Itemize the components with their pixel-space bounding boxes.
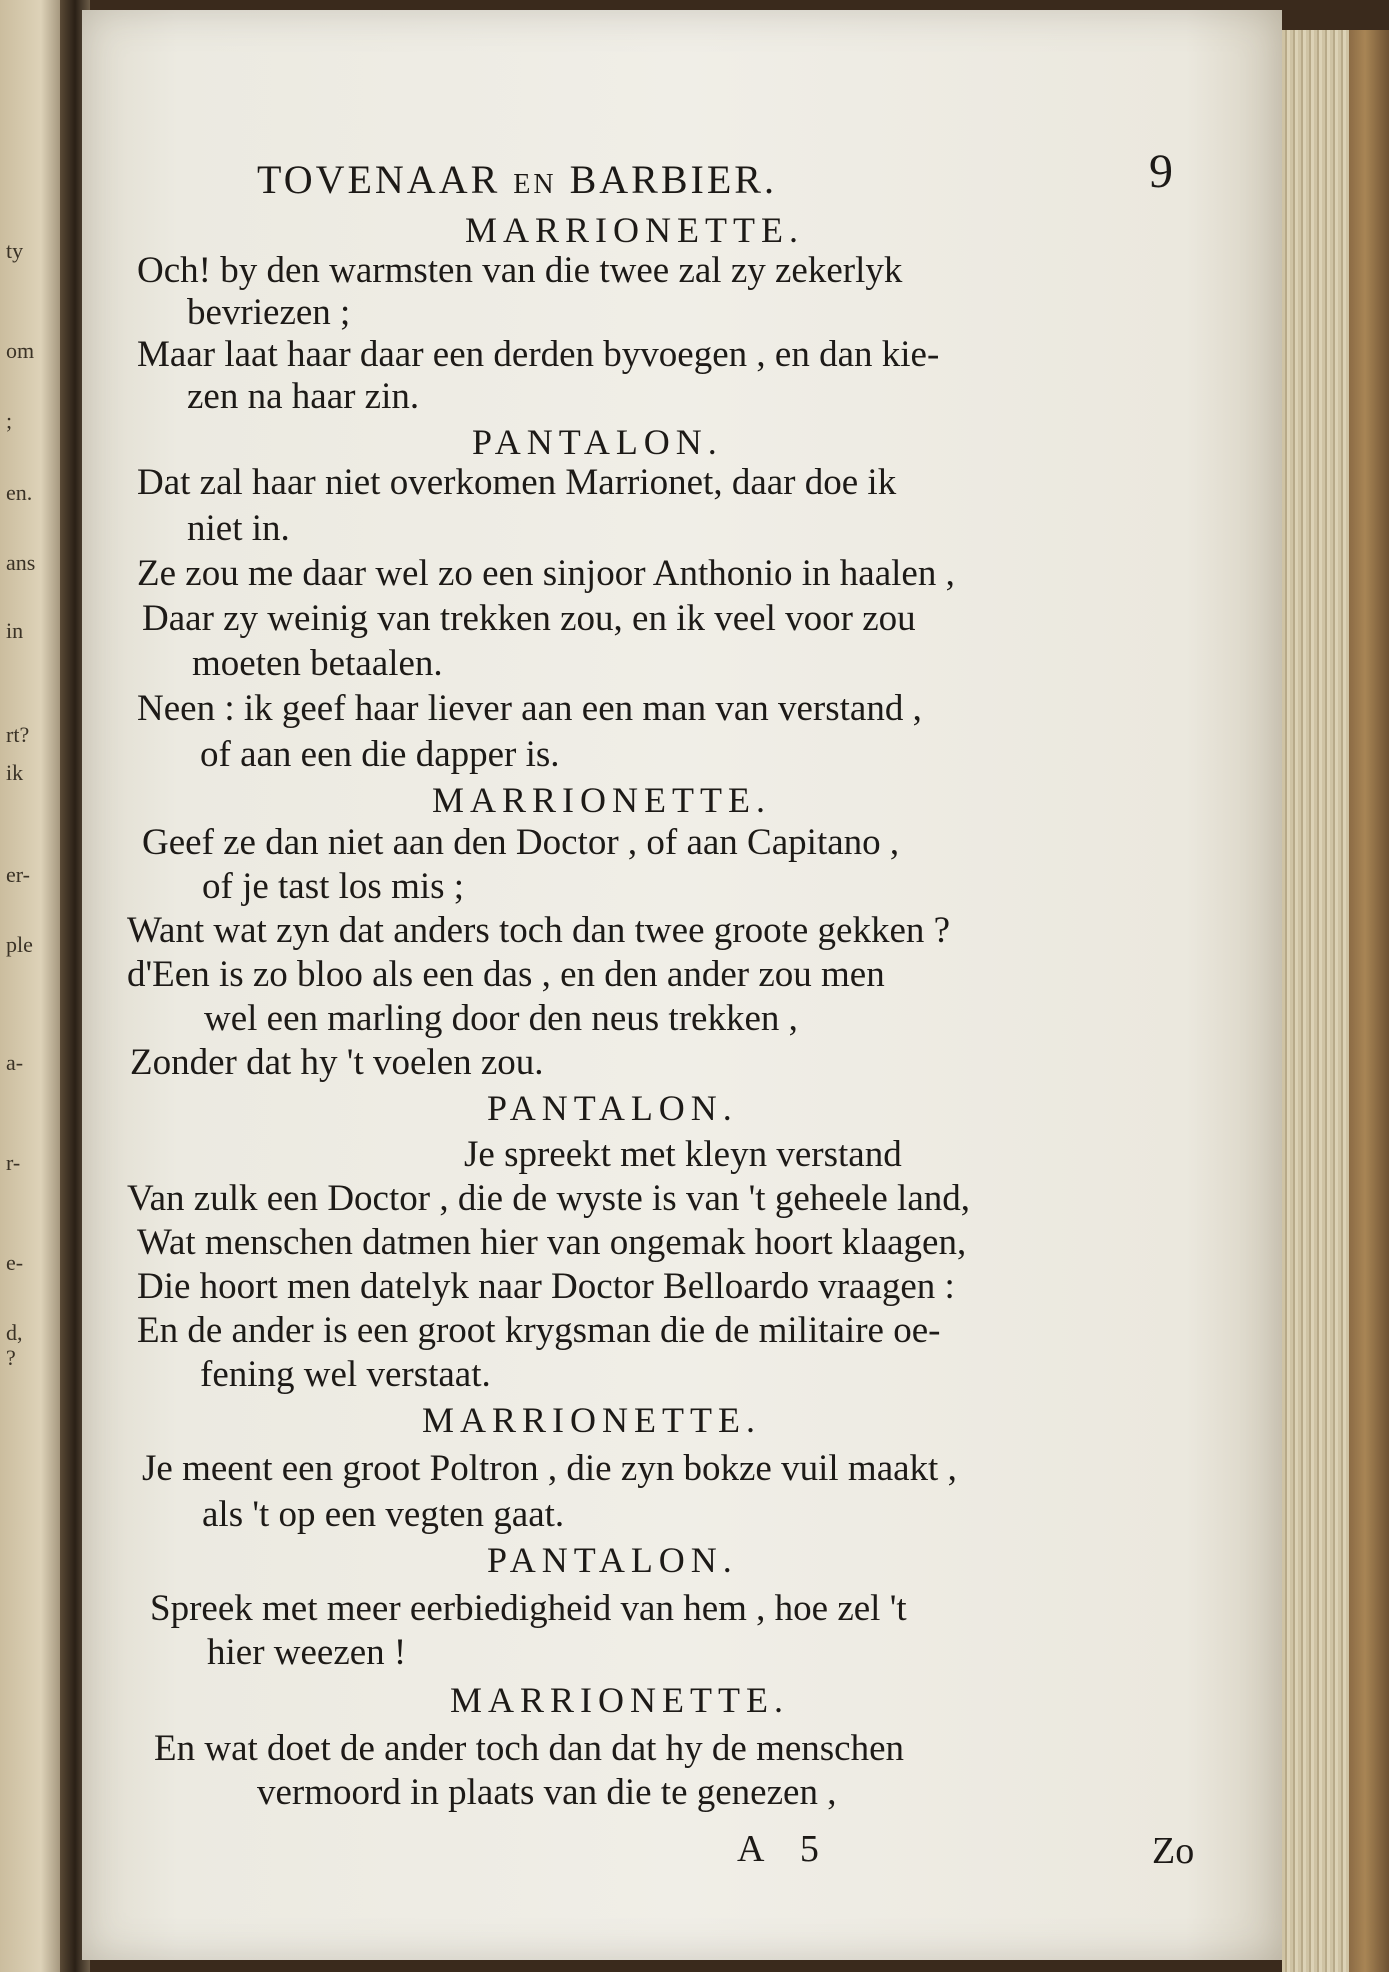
left-fragment: e- [6,1250,24,1275]
page-edges [1282,30,1389,1972]
catchword: Zo [1152,1830,1195,1872]
left-fragment: er- [6,862,30,887]
verse-line: Ze zou me daar wel zo een sinjoor Anthonio in haalen , [137,553,955,594]
running-head: TOVENAAR en BARBIER. [257,157,777,202]
verse-line: Dat zal haar niet overkomen Marrionet, daar doe ik [137,462,897,503]
left-fragment: ik [6,760,24,785]
verse-line: fening wel verstaat. [200,1354,491,1395]
speaker-heading: MARRIONETTE. [422,1400,761,1440]
left-fragment: om [6,338,35,363]
verse-line: Want wat zyn dat anders toch dan twee groote gekken ? [127,910,951,951]
left-fragment: in [6,618,24,643]
verse-line: Spreek met meer eerbiedigheid van hem , hoe zel 't [150,1588,907,1629]
left-fragment: d, [6,1320,23,1345]
speaker-heading: MARRIONETTE. [450,1680,789,1720]
left-fragment: ans [6,550,36,575]
page-number: 9 [1149,145,1173,198]
verse-line: Zonder dat hy 't voelen zou. [130,1042,544,1083]
left-fragment: a- [6,1050,24,1075]
verse-line: moeten betaalen. [192,643,443,684]
verse-line: Je meent een groot Poltron , die zyn bokze vuil maakt , [142,1448,957,1489]
speaker-heading: PANTALON. [487,1088,738,1128]
verse-line: d'Een is zo bloo als een das , en den ander zou men [127,954,885,995]
left-fragment: ple [6,932,33,957]
verse-line: bevriezen ; [187,292,351,333]
verse-line: Geef ze dan niet aan den Doctor , of aan Capitano , [142,822,900,863]
verse-line: niet in. [187,508,290,549]
verse-line: als 't op een vegten gaat. [202,1494,565,1535]
verse-line: Je spreekt met kleyn verstand [464,1134,902,1175]
verse-line: Neen : ik geef haar liever aan een man van verstand , [137,688,922,729]
signature-mark: A 5 [737,1828,833,1870]
speaker-heading: MARRIONETTE. [432,780,771,820]
verse-line: Die hoort men datelyk naar Doctor Belloardo vraagen : [137,1266,955,1307]
left-fragment: ty [6,238,24,263]
speaker-heading: MARRIONETTE. [465,210,804,250]
verse-line: Daar zy weinig van trekken zou, en ik veel voor zou [142,598,916,639]
verse-line: Maar laat haar daar een derden byvoegen , en dan kie- [137,334,940,375]
left-fragment: en. [6,480,33,505]
left-fragment: ? [6,1345,16,1370]
left-fragment: ; [6,408,13,433]
speaker-heading: PANTALON. [487,1540,738,1580]
verse-line: of je tast los mis ; [202,866,465,907]
verse-line: wel een marling door den neus trekken , [204,998,798,1039]
verse-line: Van zulk een Doctor , die de wyste is van 't geheele land, [127,1178,970,1219]
left-fragment: r- [6,1150,21,1175]
verse-line: hier weezen ! [207,1632,407,1673]
left-fragment: rt? [6,722,30,747]
verse-line: of aan een die dapper is. [200,734,560,775]
book-page [82,10,1282,1960]
verse-line: Och! by den warmsten van die twee zal zy zekerlyk [137,250,903,291]
verse-line: En de ander is een groot krygsman die de militaire oe- [137,1310,941,1351]
book-cover [1349,30,1389,1972]
verse-line: En wat doet de ander toch dan dat hy de menschen [154,1728,905,1769]
verse-line: zen na haar zin. [187,376,420,417]
verse-line: vermoord in plaats van die te genezen , [257,1772,837,1813]
verse-line: Wat menschen datmen hier van ongemak hoort klaagen, [137,1222,967,1263]
speaker-heading: PANTALON. [472,422,723,462]
left-page-edge [0,0,68,1972]
